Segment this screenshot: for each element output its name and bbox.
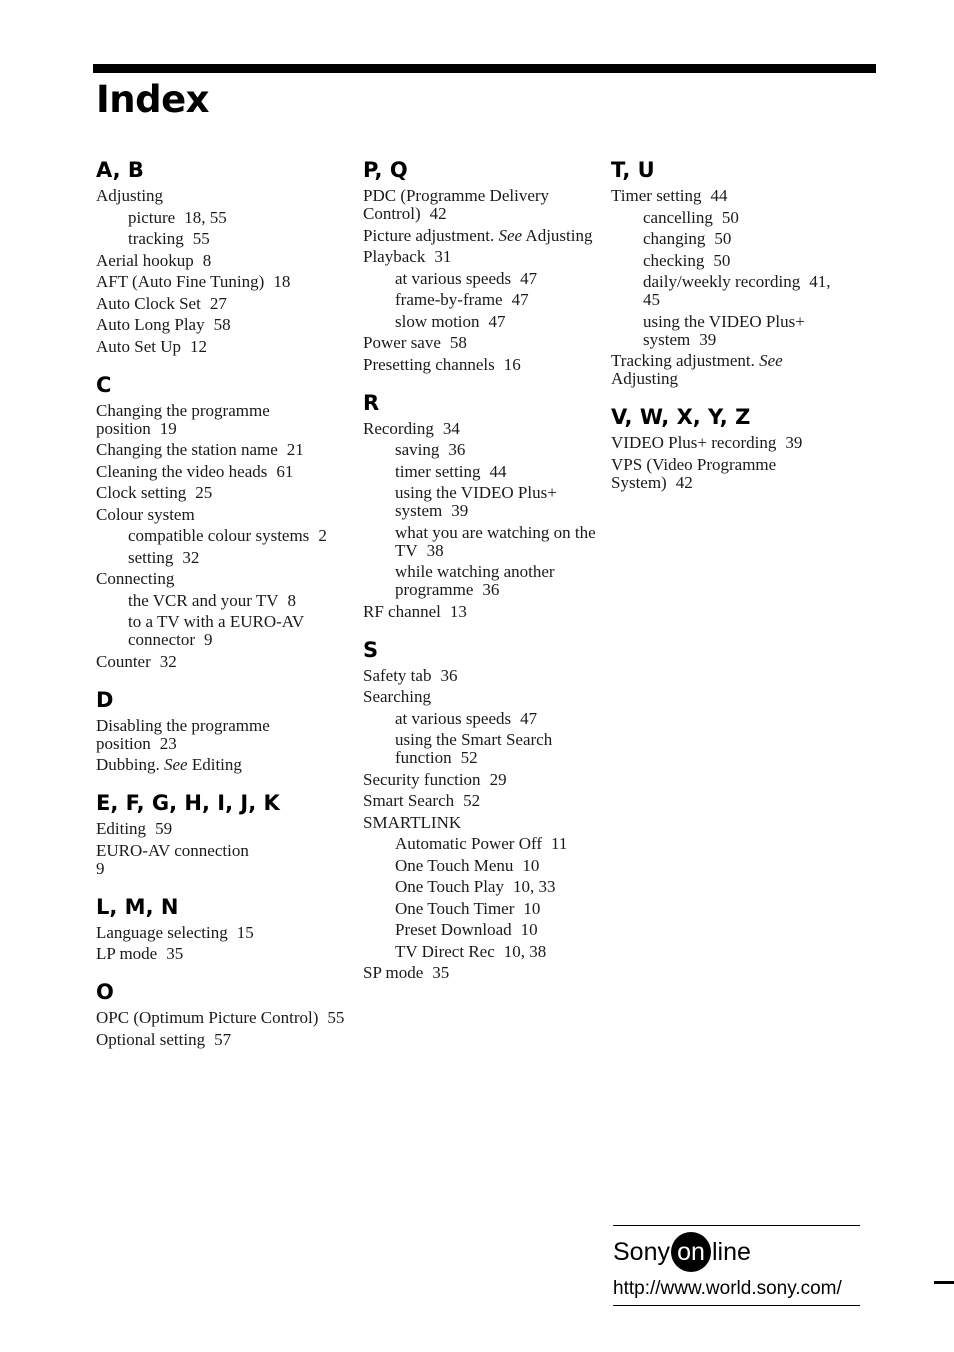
entry-term: using the VIDEO Plus+ system xyxy=(395,483,557,520)
page-numbers: 52 xyxy=(460,748,478,767)
index-section xyxy=(611,155,851,388)
index-entry xyxy=(96,653,346,671)
entry-term: Editing xyxy=(96,819,147,838)
entry-term: Connecting xyxy=(96,569,175,588)
index-entry xyxy=(363,688,603,706)
index-section xyxy=(363,635,603,983)
index-entry xyxy=(96,570,346,588)
index-subentry xyxy=(363,731,603,767)
index-subentry xyxy=(363,943,603,961)
index-entry xyxy=(96,842,346,878)
entry-term: OPC (Optimum Picture Control) xyxy=(96,1008,319,1027)
index-entry xyxy=(96,484,346,502)
page-numbers: 38 xyxy=(426,540,444,560)
page-numbers: 12 xyxy=(190,336,207,356)
footer-rule-bottom xyxy=(613,1305,860,1306)
index-entry xyxy=(363,248,603,266)
page-numbers: 50 xyxy=(713,250,731,270)
page-numbers: 47 xyxy=(520,708,538,728)
entry-term: using the Smart Search function xyxy=(395,730,553,767)
index-section xyxy=(96,977,346,1049)
page-numbers: 55 xyxy=(327,1008,345,1027)
page-numbers: 23 xyxy=(159,733,177,753)
page-numbers: 11 xyxy=(551,834,568,853)
entry-term: Counter xyxy=(96,651,151,671)
see-reference: See xyxy=(498,225,523,245)
page-numbers: 42 xyxy=(675,472,693,492)
page-numbers: 41, 45 xyxy=(643,272,831,309)
page-numbers: 47 xyxy=(520,268,538,288)
page-numbers: 39 xyxy=(785,433,803,452)
index-entry xyxy=(96,441,346,459)
page-numbers: 16 xyxy=(503,354,521,374)
page-numbers: 44 xyxy=(489,461,507,481)
entry-term: Colour system xyxy=(96,504,195,524)
entry-term: Automatic Power Off xyxy=(395,834,542,853)
entry-term: Security function xyxy=(363,769,481,789)
index-section xyxy=(611,402,851,492)
page-numbers: 39 xyxy=(451,501,469,520)
index-entry xyxy=(363,792,603,810)
index-subentry xyxy=(363,524,603,560)
entry-term: compatible colour systems xyxy=(128,526,310,545)
page-numbers: 32 xyxy=(182,547,200,567)
page-numbers: 58 xyxy=(213,315,231,334)
entry-term: One Touch Timer xyxy=(395,898,515,918)
index-entry xyxy=(96,295,346,313)
entry-term: setting xyxy=(128,547,174,567)
see-target: Adjusting xyxy=(525,225,593,245)
index-subentry xyxy=(96,230,346,248)
sony-online-logo xyxy=(613,1232,751,1272)
entry-term: Changing the station name xyxy=(96,440,278,459)
entry-term: Preset Download xyxy=(395,920,512,939)
entry-term: Auto Clock Set xyxy=(96,293,201,313)
index-entry xyxy=(96,338,346,356)
section-heading: S xyxy=(363,637,379,662)
entry-term: the VCR and your TV xyxy=(128,590,279,610)
index-subentry xyxy=(363,710,603,728)
entry-term: cancelling xyxy=(643,207,713,227)
page-numbers: 18 xyxy=(273,272,291,291)
entry-term: Language selecting xyxy=(96,922,228,942)
page-numbers: 29 xyxy=(489,769,507,789)
index-entry xyxy=(363,420,603,438)
index-subentry xyxy=(363,835,603,853)
index-entry xyxy=(363,603,603,621)
section-heading: A, B xyxy=(96,158,144,182)
page-numbers: 10, 38 xyxy=(503,941,547,961)
index-subentry xyxy=(611,209,851,227)
entry-term: One Touch Play xyxy=(395,877,504,896)
page-numbers: 13 xyxy=(449,601,467,621)
page-numbers: 47 xyxy=(488,311,506,331)
index-entry xyxy=(96,1031,346,1049)
section-heading: O xyxy=(96,980,114,1004)
entry-term: Cleaning the video heads xyxy=(96,461,268,481)
page-numbers: 35 xyxy=(166,944,184,963)
page-numbers: 9 xyxy=(204,630,213,649)
index-entry xyxy=(96,945,346,963)
index-entry xyxy=(363,771,603,789)
index-entry xyxy=(96,463,346,481)
entry-term: Optional setting xyxy=(96,1029,206,1049)
section-heading: T, U xyxy=(611,158,655,182)
index-section xyxy=(96,685,346,775)
index-subentry xyxy=(363,900,603,918)
entry-term: Disabling the programme position xyxy=(96,715,270,753)
page-numbers: 27 xyxy=(209,293,227,313)
entry-term: timer setting xyxy=(395,461,481,481)
section-heading: P, Q xyxy=(363,158,408,182)
entry-term: VPS (Video Programme System) xyxy=(611,454,777,492)
page-numbers: 36 xyxy=(448,440,466,459)
index-entry xyxy=(96,252,346,270)
page-numbers: 19 xyxy=(159,418,177,438)
index-subentry xyxy=(363,484,603,520)
entry-term: Auto Set Up xyxy=(96,336,181,356)
page-numbers: 35 xyxy=(432,963,450,982)
index-subentry xyxy=(363,921,603,939)
entry-term: Aerial hookup xyxy=(96,250,194,270)
index-entry xyxy=(96,1009,346,1027)
page-numbers: 21 xyxy=(286,440,304,459)
entry-term: what you are watching on the TV xyxy=(395,522,596,560)
entry-term: picture xyxy=(128,207,176,227)
index-section xyxy=(363,388,603,621)
page-numbers: 36 xyxy=(482,580,500,599)
index-subentry xyxy=(363,270,603,288)
entry-term: Timer setting xyxy=(611,186,702,205)
entry-term: Safety tab xyxy=(363,665,432,685)
entry-term: saving xyxy=(395,440,440,459)
page-numbers: 10 xyxy=(520,920,538,939)
entry-term: slow motion xyxy=(395,311,480,331)
entry-term: to a TV with a EURO-AV connector xyxy=(128,612,304,649)
page-numbers: 55 xyxy=(192,229,210,248)
entry-term: VIDEO Plus+ recording xyxy=(611,433,777,452)
entry-term: Picture adjustment. xyxy=(363,225,495,245)
page-numbers: 8 xyxy=(202,250,212,270)
brand-left: Sony xyxy=(613,1237,670,1266)
index-subentry xyxy=(363,291,603,309)
index-section xyxy=(96,370,346,671)
entry-term: Playback xyxy=(363,247,426,266)
entry-term: Searching xyxy=(363,687,431,706)
page-numbers: 25 xyxy=(195,483,213,502)
section-heading: L, M, N xyxy=(96,894,179,919)
index-column-3 xyxy=(611,155,851,506)
entry-term: at various speeds xyxy=(395,708,512,728)
index-entry xyxy=(96,402,346,438)
index-entry xyxy=(363,667,603,685)
index-column-2 xyxy=(363,155,603,996)
entry-term: daily/weekly recording xyxy=(643,272,801,291)
page-edge-mark xyxy=(934,1281,954,1284)
entry-term: EURO-AV connection xyxy=(96,840,249,860)
page-numbers: 15 xyxy=(236,922,254,942)
entry-term: RF channel xyxy=(363,601,441,621)
section-heading: V, W, X, Y, Z xyxy=(611,405,751,429)
index-entry xyxy=(611,187,851,205)
index-section xyxy=(363,155,603,374)
page-numbers: 34 xyxy=(442,418,460,438)
index-entry xyxy=(611,434,851,452)
entry-term: Power save xyxy=(363,333,441,352)
see-target: Editing xyxy=(191,755,242,774)
page-numbers: 58 xyxy=(449,333,467,352)
index-entry xyxy=(363,964,603,982)
index-entry xyxy=(363,227,603,245)
index-entry xyxy=(611,352,851,388)
page-numbers: 61 xyxy=(276,461,294,481)
index-subentry xyxy=(96,549,346,567)
index-subentry xyxy=(96,527,346,545)
page-numbers: 50 xyxy=(721,207,739,227)
see-target: Adjusting xyxy=(611,369,679,388)
see-reference: See xyxy=(164,755,188,774)
section-heading: E, F, G, H, I, J, K xyxy=(96,791,280,815)
entry-term: Changing the programme position xyxy=(96,400,270,438)
see-reference: See xyxy=(759,351,783,370)
footer-rule-top xyxy=(613,1225,860,1226)
index-section xyxy=(96,892,346,964)
entry-term: while watching another programme xyxy=(395,562,555,599)
entry-term: TV Direct Rec xyxy=(395,941,495,961)
page-numbers: 52 xyxy=(463,791,481,810)
entry-term: Tracking adjustment. xyxy=(611,351,755,370)
index-entry xyxy=(96,756,346,774)
page-numbers: 32 xyxy=(159,651,177,671)
brand-right: line xyxy=(711,1237,751,1266)
page-numbers: 47 xyxy=(511,290,529,309)
title-rule xyxy=(93,64,876,73)
index-subentry xyxy=(96,613,346,649)
index-subentry xyxy=(96,592,346,610)
entry-term: Presetting channels xyxy=(363,354,495,374)
entry-term: LP mode xyxy=(96,944,158,963)
page-numbers: 10, 33 xyxy=(512,877,556,896)
index-subentry xyxy=(363,857,603,875)
index-subentry xyxy=(611,313,851,349)
section-heading: D xyxy=(96,687,114,712)
entry-term: Adjusting xyxy=(96,186,164,205)
index-subentry xyxy=(611,273,851,309)
entry-term: Recording xyxy=(363,418,434,438)
section-heading: R xyxy=(363,390,380,415)
index-subentry xyxy=(363,463,603,481)
index-section xyxy=(96,155,346,356)
entry-term: using the VIDEO Plus+ system xyxy=(643,311,805,349)
entry-term: changing xyxy=(643,229,706,248)
index-subentry xyxy=(611,230,851,248)
page-numbers: 44 xyxy=(710,186,728,205)
index-entry xyxy=(96,820,346,838)
entry-term: AFT (Auto Fine Tuning) xyxy=(96,272,265,291)
page-numbers: 10 xyxy=(522,855,540,875)
page-numbers: 10 xyxy=(523,898,541,918)
entry-term: Auto Long Play xyxy=(96,315,205,334)
entry-term: SP mode xyxy=(363,963,424,982)
page-title: Index xyxy=(96,78,210,121)
entry-term: checking xyxy=(643,250,705,270)
index-entry xyxy=(96,506,346,524)
index-section xyxy=(96,788,346,878)
index-subentry xyxy=(363,441,603,459)
entry-term: Smart Search xyxy=(363,791,455,810)
footer-url[interactable]: http://www.world.sony.com/ xyxy=(613,1278,842,1299)
index-entry xyxy=(96,187,346,205)
page-numbers: 39 xyxy=(699,329,717,349)
brand-on-circle: on xyxy=(671,1232,711,1272)
page-numbers: 2 xyxy=(318,526,327,545)
page-numbers: 36 xyxy=(440,665,458,685)
entry-term: PDC (Programme Delivery Control) xyxy=(363,186,550,223)
page-numbers: 50 xyxy=(714,229,732,248)
page-numbers: 57 xyxy=(214,1029,232,1049)
entry-term: tracking xyxy=(128,229,184,248)
index-entry xyxy=(363,187,603,223)
index-entry xyxy=(611,456,851,492)
page-numbers: 31 xyxy=(434,247,452,266)
page-numbers: 42 xyxy=(429,204,447,223)
entry-term: at various speeds xyxy=(395,268,512,288)
entry-term: frame-by-frame xyxy=(395,290,503,309)
index-entry xyxy=(96,316,346,334)
page-numbers: 8 xyxy=(287,590,296,610)
page-numbers: 59 xyxy=(155,819,173,838)
index-entry xyxy=(96,273,346,291)
entry-term: One Touch Menu xyxy=(395,855,514,875)
page-numbers: 18, 55 xyxy=(184,207,227,227)
index-subentry xyxy=(363,313,603,331)
entry-term: Clock setting xyxy=(96,483,187,502)
index-entry xyxy=(96,924,346,942)
section-heading: C xyxy=(96,372,112,397)
index-subentry xyxy=(363,563,603,599)
index-subentry xyxy=(363,878,603,896)
index-subentry xyxy=(611,252,851,270)
index-entry xyxy=(363,356,603,374)
index-entry xyxy=(96,717,346,753)
index-entry xyxy=(363,334,603,352)
page-numbers: 9 xyxy=(96,858,105,878)
index-subentry xyxy=(96,209,346,227)
entry-term: Dubbing. xyxy=(96,755,160,774)
index-column-1 xyxy=(96,155,346,1063)
entry-term: SMARTLINK xyxy=(363,812,462,832)
index-entry xyxy=(363,814,603,832)
